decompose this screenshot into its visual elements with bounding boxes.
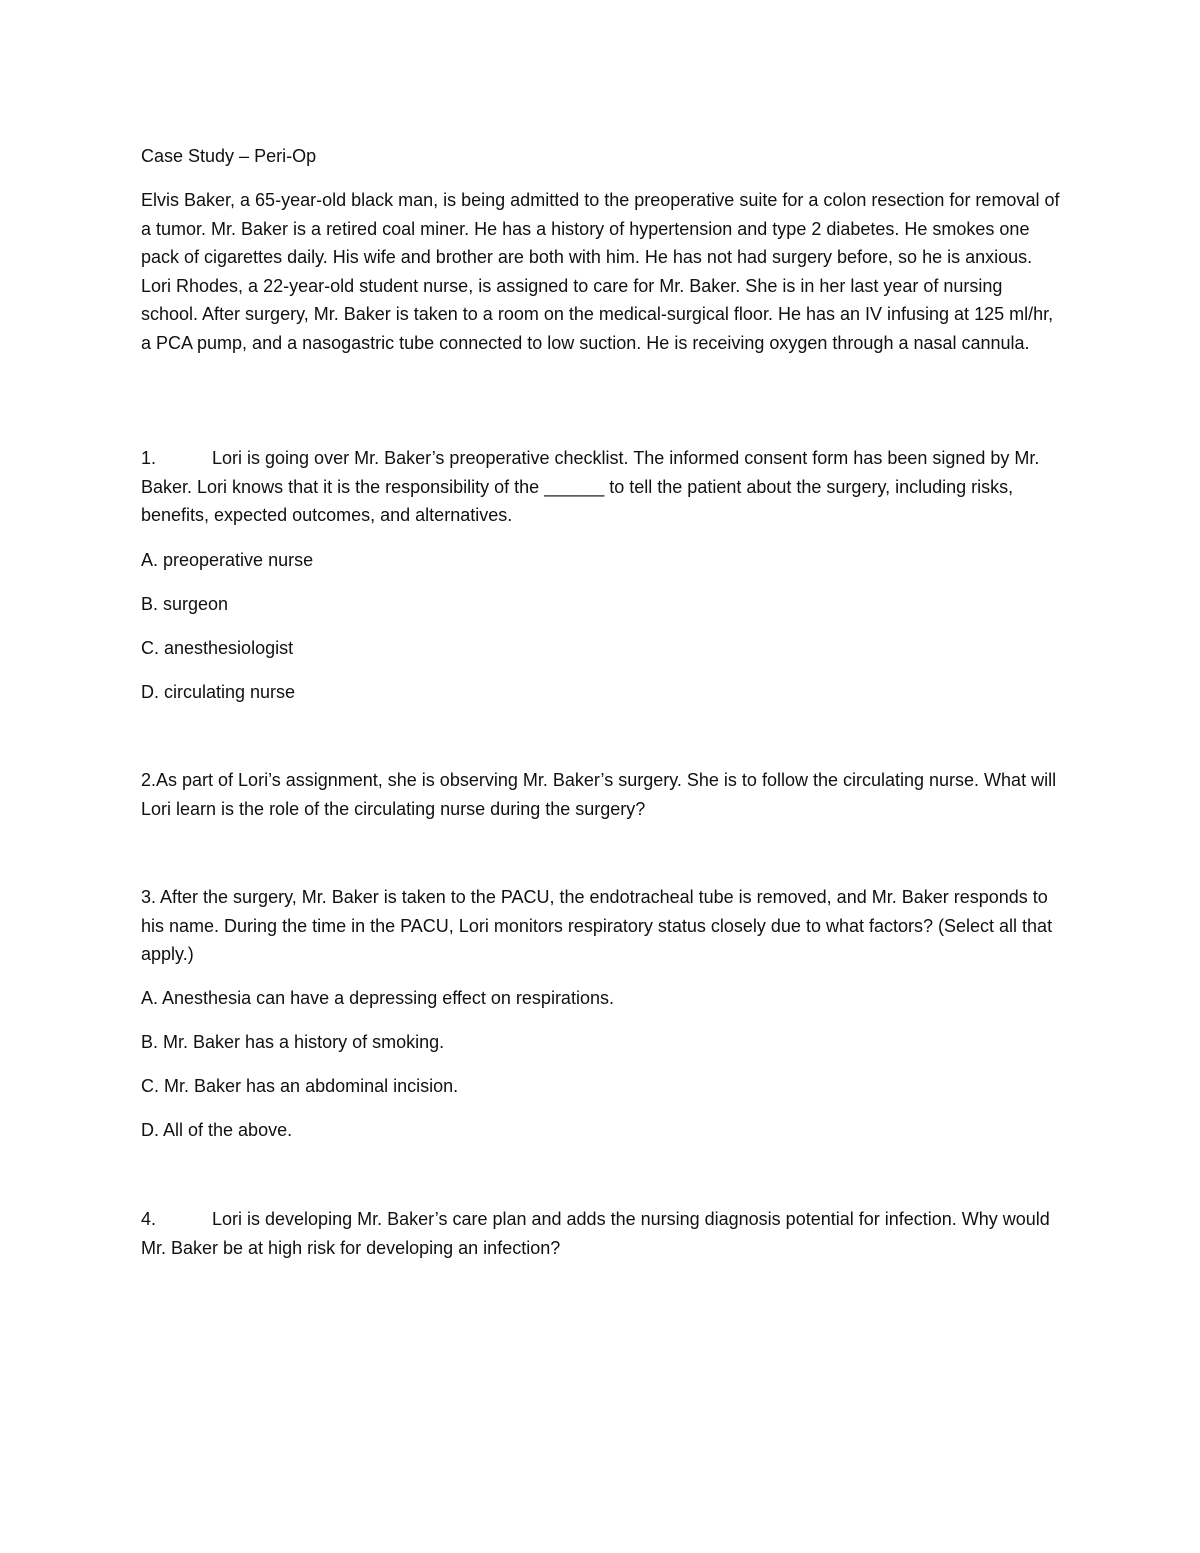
- question-4-number: 4.: [141, 1209, 157, 1229]
- question-3-option-a: A. Anesthesia can have a depressing effect on respirations.: [141, 988, 614, 1008]
- question-3-option-d: D. All of the above.: [141, 1120, 293, 1140]
- question-3-option-b: B. Mr. Baker has a history of smoking.: [141, 1032, 445, 1052]
- question-3-option-c: C. Mr. Baker has an abdominal incision.: [141, 1076, 459, 1096]
- question-1: [141, 444, 1061, 530]
- question-1-number: 1.: [141, 448, 157, 468]
- question-1-option-a: A. preoperative nurse: [141, 550, 314, 570]
- question-2: 2.As part of Lori’s assignment, she is observing Mr. Baker’s surgery. She is to follow the circulating nurse. What will Lori learn is the role of the circulating nurse during the surgery?: [141, 770, 1057, 819]
- question-3: 3. After the surgery, Mr. Baker is taken to the PACU, the endotracheal tube is removed, and Mr. Baker responds to his name. During the time in the PACU, Lori monitors respiratory status closely due to what factors? (Select all that apply.): [141, 887, 1053, 964]
- document-title: Case Study – Peri-Op: [141, 146, 317, 166]
- case-intro-paragraph: Elvis Baker, a 65-year-old black man, is being admitted to the preoperative suite for a colon resection for removal of a tumor. Mr. Baker is a retired coal miner. He has a history of hypertension and type 2 diabetes. He smokes one pack of cigarettes daily. His wife and brother are both with him. He has not had surgery before, so he is anxious. Lori Rhodes, a 22-year-old student nurse, is assigned to care for Mr. Baker. She is in her last year of nursing school. After surgery, Mr. Baker is taken to a room on the medical-surgical floor. He has an IV infusing at 125 ml/hr, a PCA pump, and a nasogastric tube connected to low suction. He is receiving oxygen through a nasal cannula.: [141, 190, 1060, 353]
- question-4: [141, 1205, 1061, 1262]
- question-1-option-d: D. circulating nurse: [141, 682, 296, 702]
- question-4-text: Lori is developing Mr. Baker’s care plan and adds the nursing diagnosis potential for infection. Why would Mr. Baker be at high risk for developing an infection?: [141, 1209, 1050, 1258]
- question-1-option-c: C. anesthesiologist: [141, 638, 294, 658]
- question-1-text: Lori is going over Mr. Baker’s preoperative checklist. The informed consent form has been signed by Mr. Baker. Lori knows that it is the responsibility of the ______ to tell the patient about the surgery, including risks, benefits, expected outcomes, and alternatives.: [141, 448, 1040, 525]
- question-1-option-b: B. surgeon: [141, 594, 229, 614]
